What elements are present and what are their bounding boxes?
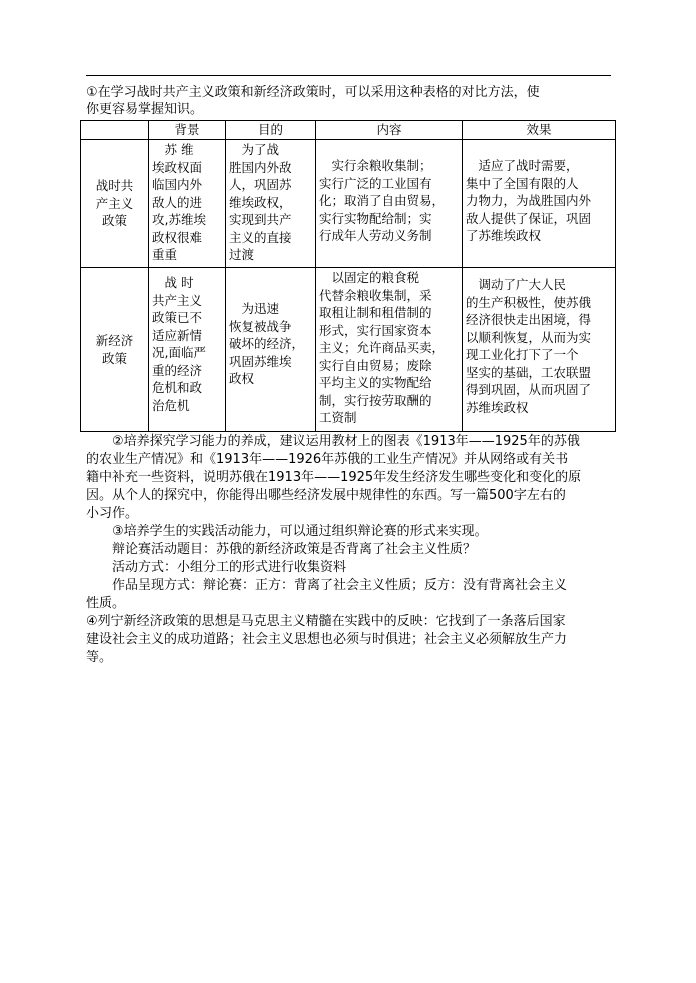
- header-effect: 效果: [463, 121, 616, 140]
- cell-line: 以固定的粮食税: [319, 270, 420, 285]
- cell-line: 敌人提供了保证，巩固: [466, 210, 592, 226]
- cell-line: 了苏维埃政权: [466, 228, 542, 243]
- intro-line-1: ①在学习战时共产主义政策和新经济政策时，可以采用这种表格的对比方法，使: [86, 85, 540, 100]
- cell-line: 破坏的经济，: [229, 336, 305, 351]
- para2-line-3: 籍中补充一些资料，说明苏俄在1913年——1925年发生经济发生哪些变化和变化的原: [86, 470, 582, 485]
- cell-line: 得到巩固，从而巩固了: [466, 382, 592, 397]
- cell-line: 实行实物配给制；实: [319, 210, 432, 226]
- para2-line-4: 因。从个人的探究中，你能得出哪些经济发展中规律性的东西。写一篇500字左右的: [86, 488, 566, 503]
- cell-line: 产主义: [95, 195, 134, 211]
- row-head-nep: [81, 268, 149, 432]
- cell-effect-2: [463, 268, 616, 432]
- header-purpose: 目的: [226, 121, 316, 140]
- cell-background-1: [149, 140, 226, 268]
- cell-line: 调动了广大人民: [466, 277, 567, 292]
- para3-line-4: 作品呈现方式：辩论赛：正方：背离了社会主义性质；反方：没有背离社会主义: [86, 578, 568, 593]
- cell-line: 政策: [101, 213, 127, 229]
- para2-line-2: 的农业生产情况》和《1913年——1926年苏俄的工业生产情况》并从网络或有关书: [86, 452, 569, 467]
- cell-line: 为迅速: [229, 301, 280, 316]
- cell-line: 政策已不: [152, 310, 203, 325]
- cell-line: 共产主义: [152, 292, 203, 308]
- cell-line: 平均主义的实物配给: [319, 375, 432, 390]
- table-row: [81, 140, 616, 268]
- cell-line: 重重: [152, 247, 178, 262]
- cell-line: 代替余粮收集制，采: [319, 287, 432, 303]
- cell-line: 适应了战时需要，: [466, 158, 579, 173]
- cell-line: 现工业化打下了一个: [466, 347, 579, 362]
- row-head-war-communism: [81, 140, 149, 268]
- cell-line: 制，实行按劳取酬的: [319, 392, 432, 408]
- cell-line: 政策: [101, 350, 127, 366]
- para3-line-2: 辩论赛活动题目：苏俄的新经济政策是否背离了社会主义性质？: [86, 542, 477, 557]
- cell-line: 力物力，为战胜国内外: [466, 193, 592, 208]
- policy-comparison-table: [80, 120, 616, 432]
- para3-line-1: ③培养学生的实践活动能力，可以通过组织辩论赛的形式来实现。: [86, 524, 488, 539]
- cell-line: 苏 维: [152, 142, 194, 157]
- cell-line: 实行广泛的工业国有: [319, 175, 432, 191]
- cell-line: 形式，实行国家资本: [319, 322, 432, 338]
- cell-line: 苏维埃政权: [466, 399, 529, 415]
- para3-line-3: 活动方式：小组分工的形式进行收集资料: [86, 560, 347, 575]
- cell-content-2: [316, 268, 463, 432]
- cell-line: 战 时: [152, 275, 194, 290]
- table-row: [81, 268, 616, 432]
- cell-line: 的生产积极性，使苏俄: [466, 294, 592, 310]
- cell-purpose-1: [226, 140, 316, 268]
- cell-line: 埃政权面: [152, 159, 203, 175]
- cell-line: 集中了全国有限的人: [466, 175, 579, 191]
- cell-line: 为了战: [229, 142, 280, 157]
- header-blank: [81, 121, 149, 140]
- table-header-row: [81, 121, 616, 140]
- cell-background-2: [149, 268, 226, 432]
- para2-line-1: ②培养探究学习能力的养成，建议运用教材上的图表《1913年——1925年的苏俄: [86, 434, 580, 449]
- header-background: 背景: [149, 121, 226, 140]
- cell-line: 政权: [229, 371, 255, 386]
- cell-line: 坚实的基础，工农联盟: [466, 364, 592, 380]
- cell-line: 工资制: [319, 410, 357, 425]
- cell-line: 况,面临严: [152, 345, 206, 360]
- cell-line: 新经济: [95, 333, 134, 348]
- cell-purpose-2: [226, 268, 316, 432]
- cell-line: 实行自由贸易；废除: [319, 357, 432, 373]
- cell-line: 巩固苏维埃: [229, 353, 292, 369]
- para2-line-5: 小习作。: [86, 506, 139, 521]
- cell-line: 敌人的进: [152, 194, 203, 210]
- cell-line: 过渡: [229, 247, 255, 262]
- para4-line-1: ④列宁新经济政策的思想是马克思主义精髓在实践中的反映：它找到了一条落后国家: [86, 614, 566, 629]
- cell-line: 实现到共产: [229, 212, 292, 227]
- cell-line: 以顺利恢复，从而为实: [466, 329, 592, 345]
- cell-line: 化；取消了自由贸易，: [319, 193, 445, 208]
- cell-content-1: [316, 140, 463, 268]
- cell-line: 胜国内外敌: [229, 159, 292, 175]
- cell-line: 主义的直接: [229, 229, 292, 245]
- header-rule: [86, 75, 611, 76]
- cell-line: 取租让制和租借制的: [319, 305, 432, 320]
- cell-line: 适应新情: [152, 327, 203, 343]
- para4-line-2: 建设社会主义的成功道路；社会主义思想也必须与时俱进；社会主义必须解放生产力: [86, 632, 568, 647]
- cell-effect-1: [463, 140, 616, 268]
- cell-line: 人，巩固苏: [229, 177, 292, 192]
- cell-line: 实行余粮收集制；: [319, 158, 432, 173]
- cell-line: 战时共: [95, 178, 134, 194]
- cell-line: 行成年人劳动义务制: [319, 228, 432, 243]
- cell-line: 维埃政权，: [229, 194, 292, 210]
- cell-line: 政权很难: [152, 229, 203, 245]
- cell-line: 主义；允许商品买卖，: [319, 340, 445, 355]
- cell-line: 危机和政: [152, 380, 203, 395]
- cell-line: 重的经济: [152, 362, 203, 378]
- para3-line-5: 性质。: [86, 596, 126, 611]
- cell-line: 治危机: [152, 397, 190, 413]
- intro-line-2: 你更容易掌握知识。: [86, 102, 204, 117]
- header-content: 内容: [316, 121, 463, 140]
- cell-line: 临国内外: [152, 177, 203, 192]
- para4-line-3: 等。: [86, 650, 113, 665]
- cell-line: 经济很快走出困境，得: [466, 312, 592, 327]
- cell-line: 攻,苏维埃: [152, 212, 206, 227]
- cell-line: 恢复被战争: [229, 318, 292, 334]
